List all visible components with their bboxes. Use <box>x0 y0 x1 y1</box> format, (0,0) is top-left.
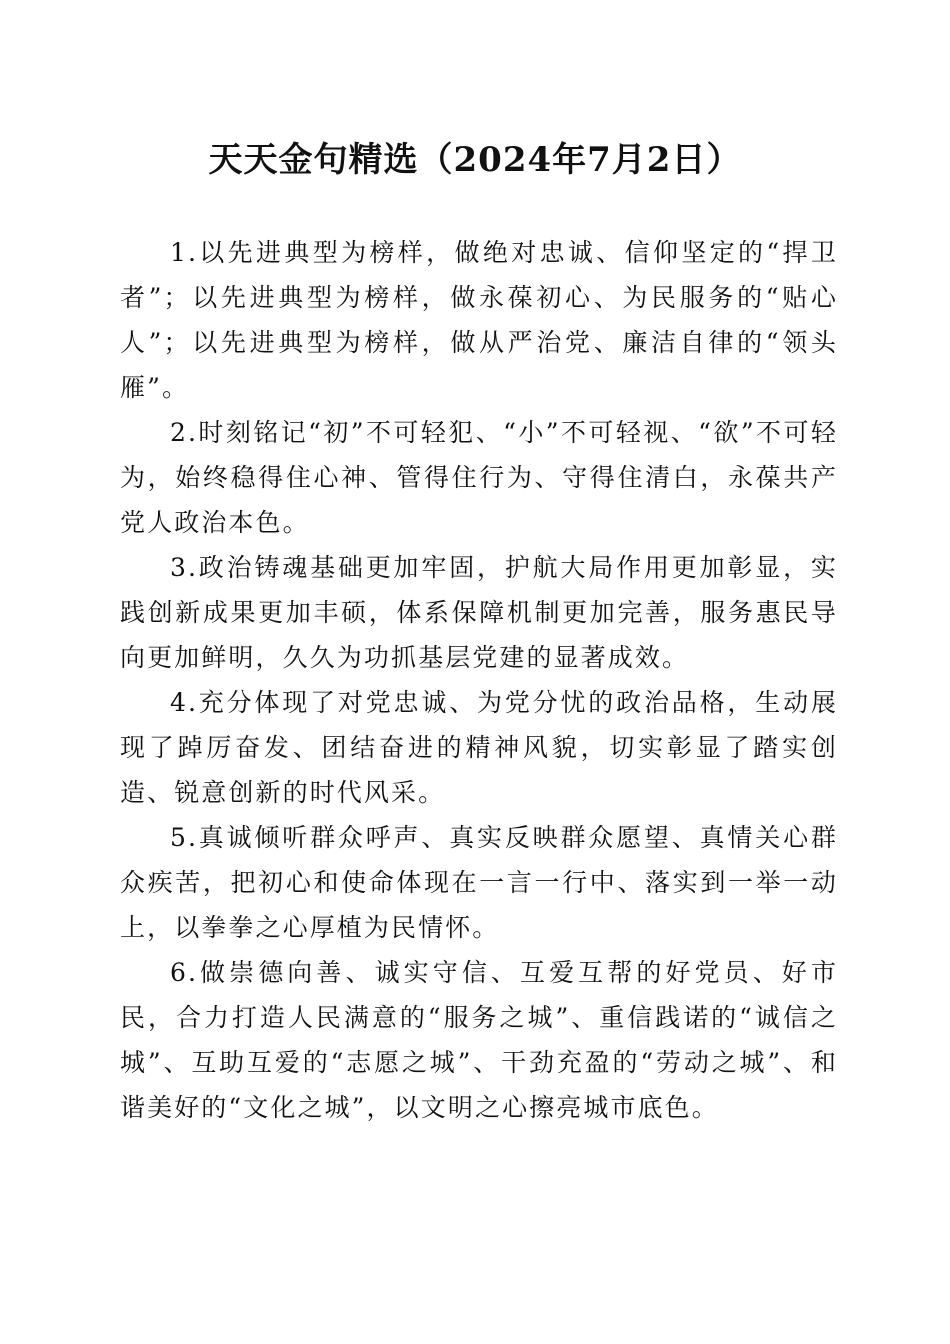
paragraph-1: 1.以先进典型为榜样，做绝对忠诚、信仰坚定的“捍卫者”；以先进典型为榜样，做永葆初心、为民服务的“贴心人”；以先进典型为榜样，做从严治党、廉洁自律的“领头雁”。 <box>120 238 838 402</box>
paragraph-3: 3.政治铸魂基础更加牢固，护航大局作用更加彰显，实践创新成果更加丰硕，体系保障机制更加完善，服务惠民导向更加鲜明，久久为功抓基层党建的显著成效。 <box>120 553 838 672</box>
paragraph-4: 4.充分体现了对党忠诚、为党分忧的政治品格，生动展现了踔厉奋发、团结奋进的精神风貌，切实彰显了踏实创造、锐意创新的时代风采。 <box>120 688 838 807</box>
document-body <box>120 230 838 1130</box>
paragraph-2: 2.时刻铭记“初”不可轻犯、“小”不可轻视、“欲”不可轻为，始终稳得住心神、管得住行为、守得住清白，永葆共产党人政治本色。 <box>120 418 838 537</box>
paragraph-5: 5.真诚倾听群众呼声、真实反映群众愿望、真情关心群众疾苦，把初心和使命体现在一言一行中、落实到一举一动上，以拳拳之心厚植为民情怀。 <box>120 823 838 942</box>
page-title: 天天金句精选（2024年7月2日） <box>208 140 742 180</box>
paragraph-6: 6.做崇德向善、诚实守信、互爱互帮的好党员、好市民，合力打造人民满意的“服务之城”、重信践诺的“诚信之城”、互助互爱的“志愿之城”、干劲充盈的“劳动之城”、和谐美好的“文化之城”，以文明之心擦亮城市底色。 <box>120 958 838 1122</box>
